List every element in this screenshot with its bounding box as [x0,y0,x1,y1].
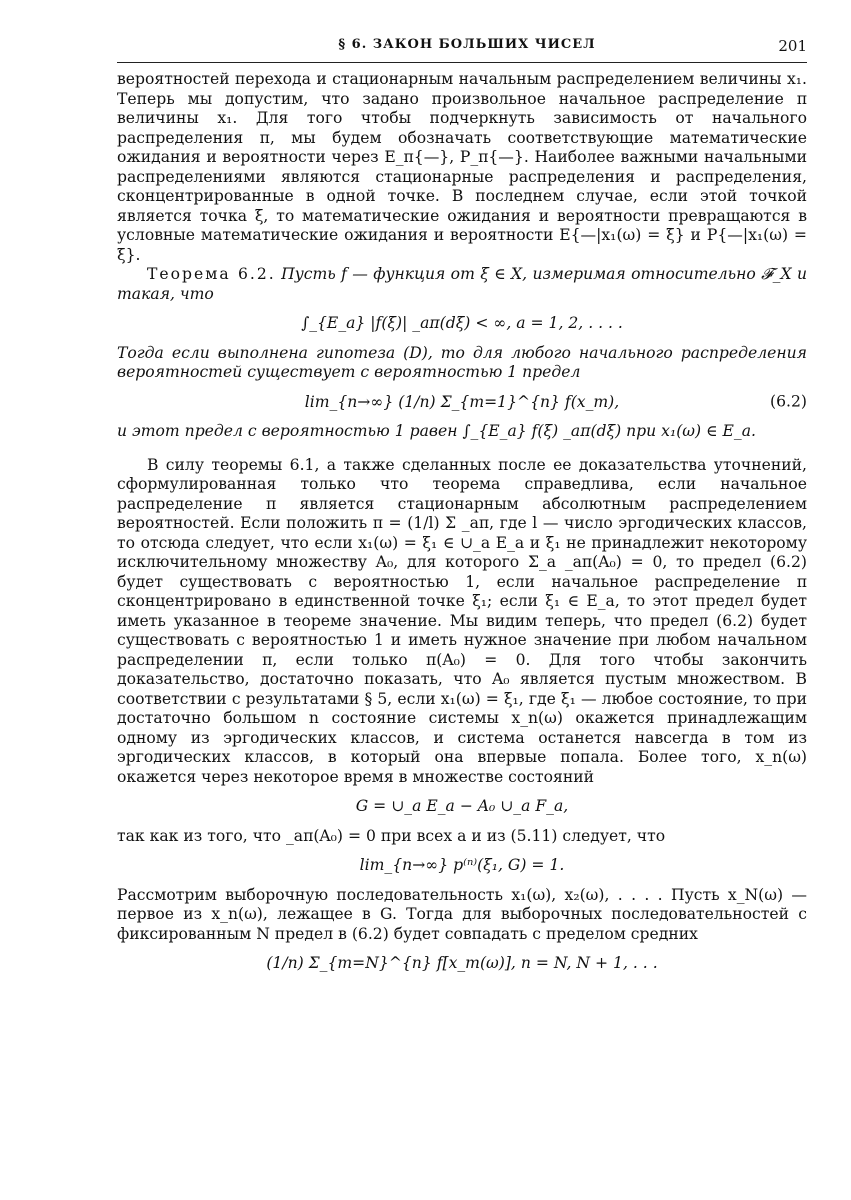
equation-6-2 [117,393,807,413]
theorem-text-2: Тогда если выполнена гипотеза (D), то для любого начального распределения вероятностей существует с вероятностью 1 предел [117,343,807,381]
paragraph-2: В силу теоремы 6.1, а также сделанных после ее доказательства уточнений, сформулированная только что теорема справедлива, если начальное распределение π является стационарным абсолютным распределением вероятностей. Если положить π = (1/l) Σ _aπ, где l — число эргодических классов, то отсюда следует, что если x₁(ω) = ξ₁ ∈ ∪_a E_a и ξ₁ не принадлежит некоторому исключительному множеству A₀, для которого Σ_a _aπ(A₀) = 0, то предел (6.2) будет существовать с вероятностью 1, если начальное распределение π сконцентрировано в единственной точке ξ₁; если ξ₁ ∈ E_a, то этот предел будет иметь указанное в теореме значение. Мы видим теперь, что предел (6.2) будет существовать с вероятностью 1 и иметь нужное значение при любом начальном распределении π, если только π(A₀) = 0. Для того чтобы закончить доказательство, достаточно показать, что A₀ является пустым множеством. В соответствии с результатами § 5, если x₁(ω) = ξ₁, где ξ₁ — любое состояние, то при достаточно большом n состояние системы x_n(ω) окажется принадлежащим одному из эргодических классов, и система останется навсегда в том из эргодических классов, в который она впервые попала. Более того, x_n(ω) окажется через некоторое время в множестве состояний [117,455,807,786]
equation-limit: lim_{n→∞} (1/n) Σ_{m=1}^{n} f(x_m), [304,392,620,411]
equation-integral: ∫_{E_a} |f(ξ)| _aπ(dξ) < ∞, a = 1, 2, . . . . [301,314,623,332]
equation-means: (1/n) Σ_{m=N}^{n} f[x_m(ω)], n = N, N + 1, . . . [266,954,658,972]
page-number: 201 [778,37,807,55]
paragraph-4: Рассмотрим выборочную последовательность x₁(ω), x₂(ω), . . . . Пусть x_N(ω) — первое из x_n(ω), лежащее в G. Тогда для выборочных последовательностей с фиксированным N предел в (6.2) будет совпадать с пределом средних [117,885,807,943]
theorem-statement [117,265,807,304]
header-rule [117,62,807,63]
theorem-text: Пусть f — функция от ξ ∈ X, измеримая относительно 𝓕_X и такая, что [117,265,807,303]
equation-number: (6.2) [770,392,807,411]
theorem-label: Теорема 6.2. [147,265,276,283]
running-head [117,37,807,59]
theorem-text-3: и этот предел с вероятностью 1 равен ∫_{E_a} f(ξ) _aπ(dξ) при x₁(ω) ∈ E_a. [117,422,756,440]
equation-set-g: G = ∪_a E_a − A₀ ∪_a F_a, [355,797,569,815]
paragraph-1: вероятностей перехода и стационарным начальным распределением величины x₁. Теперь мы допустим, что задано произвольное начальное распределение π величины x₁. Для того чтобы подчеркнуть зависимость от начального распределения π, мы будем обозначать соответствующие математические ожидания и вероятности через E_π{—}, P_π{—}. Наиболее важными начальными распределениями являются стационарные распределения и распределения, сконцентрированные в одной точке. В последнем случае, если этой точкой является точка ξ, то математические ожидания и вероятности превращаются в условные математические ожидания и вероятности E{—|x₁(ω) = ξ} и P{—|x₁(ω) = ξ}. [117,70,807,264]
equation-probability: lim_{n→∞} p⁽ⁿ⁾(ξ₁, G) = 1. [359,856,565,874]
spacer [117,442,807,456]
section-title: § 6. ЗАКОН БОЛЬШИХ ЧИСЕЛ [338,37,596,52]
main-text [117,70,807,984]
paragraph-3: так как из того, что _aπ(A₀) = 0 при всех a и из (5.11) следует, что [117,826,666,845]
